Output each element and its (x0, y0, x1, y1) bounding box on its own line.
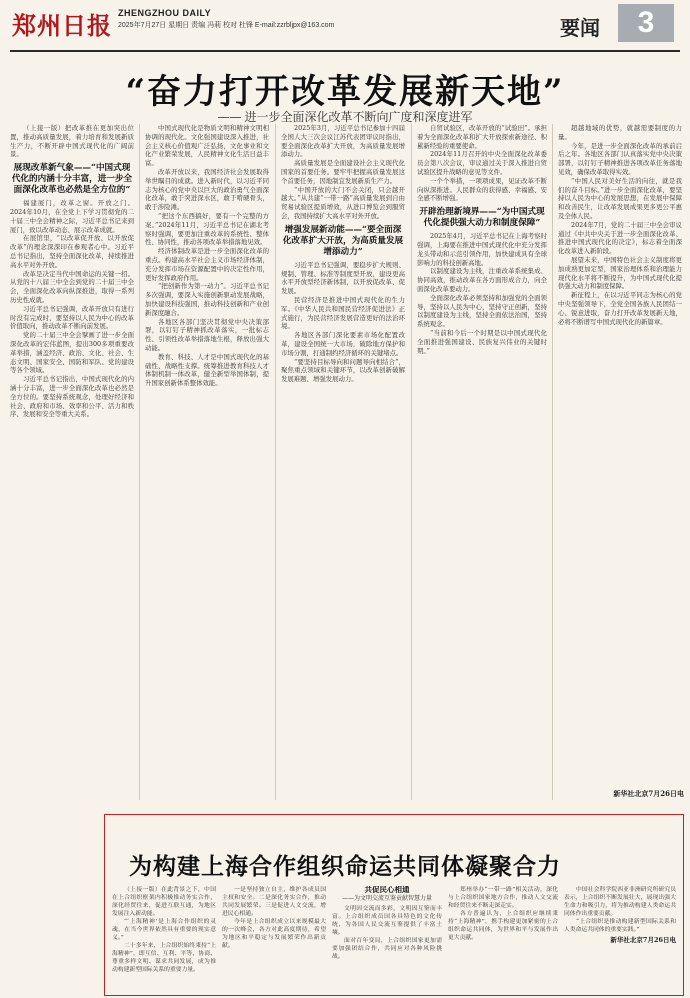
main-subheadline (0, 108, 690, 125)
bottom-headline: 为构建上海合作组织命运共同体凝聚合力 (129, 853, 561, 880)
paragraph: “中国人民对美好生活的向往，就是我们的奋斗目标。”进一步全面深化改革，要坚持以人民为中心的发展思想，在发展中保障和改善民生，让改革发展成果更多更公平惠及全体人民。 (558, 176, 682, 220)
article-column-3 (281, 124, 405, 804)
bottom-column-5-body (564, 886, 676, 934)
paragraph: “上合组织是推动构建新型国际关系和人类命运共同体的重要实践。” (564, 919, 676, 933)
bottom-column-2 (222, 886, 326, 990)
bottom-section-subheading: ——为文明交流互鉴贡献智慧力量 (341, 895, 432, 902)
bottom-column-1-body (112, 886, 216, 974)
top-rule (10, 50, 680, 52)
paragraph: 习近平总书记强调，要稳步扩大规则、规制、管理、标准等制度型开放，建设更高水平开放型经济新体制，以开放促改革、促发展。 (281, 260, 405, 296)
bottom-column-4-body (448, 886, 558, 942)
column-5-body (558, 124, 682, 326)
paragraph: 在展馆里，“以改革促开放、以开放促改革”的理念深深印在参观者心中。习近平总书记指出，坚持全面深化改革，持续推进高水平对外开放。 (10, 234, 134, 269)
bottom-column-1 (112, 886, 216, 990)
paragraph: 今年是上合组织成立以来规模最大的一次峰会，各方对此高度期待，希望为地区和平稳定与发展繁荣作出新贡献。 (222, 919, 326, 949)
column-divider (552, 124, 553, 800)
paragraph: 一是坚持独立自主，维护各成员国主权和安全。二是深化务实合作，推动共同发展繁荣。三是促进人文交流，增进民心相通。 (222, 887, 326, 917)
article-lead: （上接一版）把改革推在更加突出位置，推动高质量发展，着力培育和发展新质生产力，不断开辟中国式现代化的广阔前景。 (10, 124, 134, 159)
paragraph: 中国式现代化是物质文明和精神文明相协调的现代化。文化强国建设深入推进，社会主义核心价值观广泛弘扬，文化事业和文化产业繁荣发展，人民精神文化生活日益丰富。 (145, 124, 269, 168)
paragraph: 郑州举办“一带一路”相关活动，深化与上合组织国家地方合作，推动人文交流和经贸往来不断走深走实。 (448, 887, 558, 909)
paragraph: “把创新作为第一动力”。习近平总书记多次强调，要深入实施创新驱动发展战略，加快建设科技强国，推动科技创新和产业创新深度融合。 (145, 282, 269, 317)
paragraph: 福建厦门，改革之窗。开放之门。2024年10月，在全党上下学习贯彻党的二十届三中全会精神之际，习近平总书记来到厦门，致以改革动态、展示改革成就。 (10, 199, 134, 234)
newspaper-logo: 郑州日报 (12, 11, 112, 40)
section-title: 要闻 (560, 16, 600, 40)
paragraph: 改革是决定当代中国命运的关键一招。从党的十八届三中全会到党的二十届三中全会，全面深化改革向纵深推进，取得一系列历史性成就。 (10, 269, 134, 304)
column-2-body (145, 124, 269, 388)
paragraph: “要坚持目标导向和问题导向相结合”，聚焦重点领域和关键环节，以改革创新破解发展难题、增强发展动力。 (281, 357, 405, 384)
paragraph: 面对百年变局，上合组织国家更加需要加强团结合作，共同应对各种风险挑战。 (332, 938, 442, 960)
paragraph: 文明因交流而多彩，文明因互鉴而丰富。上合组织成员国各具特色的文化传统，为各国人民交流互鉴提供了丰富土壤。 (332, 906, 442, 936)
paragraph: 各方普遍认为，上合组织应继续秉持“上海精神”，携手构建更加紧密的上合组织命运共同体，为世界和平与发展作出更大贡献。 (448, 911, 558, 941)
paragraph: 全面深化改革必须坚持和加强党的全面领导，坚持以人民为中心，坚持守正创新，坚持以制度建设为主线，坚持全面依法治国，坚持系统观念。 (417, 293, 547, 329)
paragraph: 自贸试验区，改革开放的“试验田”。承担着为全面深化改革和扩大开放探索新途径、积累新经验的重要使命。 (417, 124, 547, 150)
paragraph: 2025年3月，习近平总书记参加十四届全国人大三次会议江苏代表团审议时指出，要全面深化改革扩大开放，为高质量发展增添动力。 (281, 124, 405, 159)
paragraph: 新征程上，在以习近平同志为核心的党中央坚强领导下，全党全国各族人民团结一心、锐意进取，奋力打开改革发展新天地，必将不断谱写中国式现代化的新篇章。 (558, 291, 682, 326)
paragraph: 改革开放以来，我国经济社会发展取得举世瞩目的成就。进入新时代，以习近平同志为核心的党中央以巨大的政治勇气全面深化改革，敢于突进深水区，敢于啃硬骨头，敢于涉险滩。 (145, 167, 269, 212)
paragraph: 一个个举措，一项项成果，见证改革不断向纵深推进。人民群众的获得感、幸福感、安全感不断增强。 (417, 176, 547, 203)
paragraph: 2025年4月，习近平总书记在上海考察时强调，上海要在推进中国式现代化中充分发挥龙头带动和示范引领作用，加快建成具有全球影响力的科技创新高地。 (417, 232, 547, 267)
article-column-4 (417, 124, 547, 804)
subheadline-text: 进一步全面深化改革不断向广度和深度进军 (244, 110, 473, 124)
main-byline: 新华社北京7月26日电 (613, 789, 684, 798)
column-3-body (281, 124, 405, 221)
paragraph: 经济体制改革是进一步全面深化改革的重点。构建高水平社会主义市场经济体制，充分发挥市场在资源配置中的决定性作用，更好发挥政府作用。 (145, 247, 269, 282)
paragraph: 中国社会科学院西亚非洲研究所研究员表示，上合组织不断发展壮大，展现出强大生命力和吸引力，将为推动构建人类命运共同体作出重要贡献。 (564, 887, 676, 917)
page-number: 3 (618, 4, 674, 42)
column-divider (275, 124, 276, 800)
section-heading-1: 展现改革新气象——“中国式现代化的内涵十分丰富，进一步全面深化改革也必然是全方位的” (11, 163, 133, 196)
bottom-column-4 (448, 886, 558, 990)
paragraph: 二十多年来，上合组织始终秉持“上海精神”，即互信、互利、平等、协商、尊重多样文明、谋求共同发展，成为推动构建新型国际关系的重要力量。 (112, 943, 216, 973)
paragraph: 民营经济是推进中国式现代化的生力军。《中华人民共和国民营经济促进法》正式施行，为民营经济发展营造更好的法治环境。 (281, 295, 405, 331)
paragraph: 习近平总书记强调，改革开放只有进行时没有完成时，要坚持以人民为中心的改革价值取向，推动改革不断向前发展。 (10, 304, 134, 331)
paragraph: 高质量发展是全面建设社会主义现代化国家的首要任务。要牢牢把握高质量发展这个首要任务，因地制宜发展新质生产力。 (281, 159, 405, 185)
paragraph: 2024年7月，党的二十届三中全会审议通过《中共中央关于进一步全面深化改革、推进中国式现代化的决定》，标志着全面深化改革进入新阶段。 (558, 220, 682, 256)
paper-english-name: ZHENGZHOU DAILY (118, 8, 212, 18)
bottom-column-3-body (332, 905, 442, 961)
paragraph: “中国开放的大门不会关闭，只会越开越大。”从共建“一带一路”高质量发展到自由贸易试验区提质增效，从进口博览会到服贸会，我国持续扩大高水平对外开放。 (281, 185, 405, 220)
paragraph: 超越地域的优势，就越需要制度的力量。 (558, 124, 682, 141)
bottom-column-5 (564, 886, 676, 990)
paragraph: 党的二十届三中全会擘画了进一步全面深化改革的宏伟蓝图，提出300多项重要改革举措，涵盖经济、政治、文化、社会、生态文明、国家安全、国防和军队、党的建设等各个领域。 (10, 331, 134, 375)
section-heading-2: 增强发展新动能——“要全面深化改革扩大开放，为高质量发展增添动力” (282, 224, 404, 257)
article-column-1 (10, 124, 134, 804)
bottom-byline: 新华社北京7月26日电 (610, 936, 676, 944)
bottom-column-3 (332, 886, 442, 990)
paragraph: 2024年11月召开的中央全面深化改革委员会第八次会议，审议通过关于深入推进自贸试验区提升战略的意见等文件。 (417, 150, 547, 176)
paragraph: 各地区各部门坚决贯彻党中央决策部署，以钉钉子精神抓改革落实，一批标志性、引领性改革举措落地生根，释放出强大动能。 (145, 317, 269, 352)
paragraph: 展望未来，中国特色社会主义制度将更加成熟更加定型，国家治理体系和治理能力现代化水平将不断提升，为中国式现代化提供强大动力和制度保障。 (558, 255, 682, 291)
paragraph: 各地区各部门深化要素市场化配置改革，建设全国统一大市场，破除地方保护和市场分割，打通制约经济循环的关键堵点。 (281, 331, 405, 357)
column-1-body (10, 199, 134, 419)
column-4-body (417, 124, 547, 203)
paragraph: “把这个东西搞好，要有一个完整的方案。”2024年11月，习近平总书记在湖北考察时强调，要更加注重改革的系统性、整体性、协同性，推动各项改革举措落地见效。 (145, 211, 269, 247)
column-divider (139, 124, 140, 800)
main-headline: “奋力打开改革发展新天地” (125, 72, 565, 112)
paragraph: 教育、科技、人才是中国式现代化的基础性、战略性支撑。统筹推进教育科技人才体制机制一体改革，健全新型举国体制，提升国家创新体系整体效能。 (145, 352, 269, 388)
paragraph: 以制度建设为主线，注重改革系统集成、协同高效，推动改革在各方面形成合力，向全面深化改革要动力。 (417, 267, 547, 293)
column-divider (411, 124, 412, 800)
paragraph: （上接一版）在此背景之下，中国在上合组织框架内积极推动务实合作，深化经贸往来，促进互联互通，为地区发展注入新动能。 (112, 887, 216, 917)
issue-meta: 2025年7月27日 星期日 责编 冯莉 校对 杜锋 E-mail:zzrbljpx@163.com (118, 22, 335, 29)
bottom-column-2-body (222, 886, 326, 950)
column-4-body-continued (417, 232, 547, 355)
article-column-5 (558, 124, 682, 784)
paragraph: “当前和今后一个时期是以中国式现代化全面推进强国建设、民族复兴伟业的关键时期。” (417, 328, 547, 355)
paragraph: 今年，是进一步全面深化改革的承前启后之年。各地区各部门认真落实党中央决策部署，以钉钉子精神推进各项改革任务落地见效，确保改革取得实效。 (558, 141, 682, 176)
column-3-body-continued (281, 261, 405, 384)
bottom-section-heading: 共促民心相通 (364, 886, 410, 894)
section-heading-3: 开辟治理新境界——“为中国式现代化提供强大动力和制度保障” (419, 207, 545, 229)
article-column-2 (145, 124, 269, 804)
paper-info (118, 8, 334, 30)
paragraph: “‘上海精神’是上海合作组织的灵魂，在当今世界依然具有重要的现实意义。” (112, 919, 216, 941)
paragraph: 习近平总书记指出，中国式现代化的内涵十分丰富，进一步全面深化改革也必然是全方位的。要坚持系统观念，处理好经济和社会、政府和市场、效率和公平、活力和秩序、发展和安全等重大关系。 (10, 375, 134, 419)
